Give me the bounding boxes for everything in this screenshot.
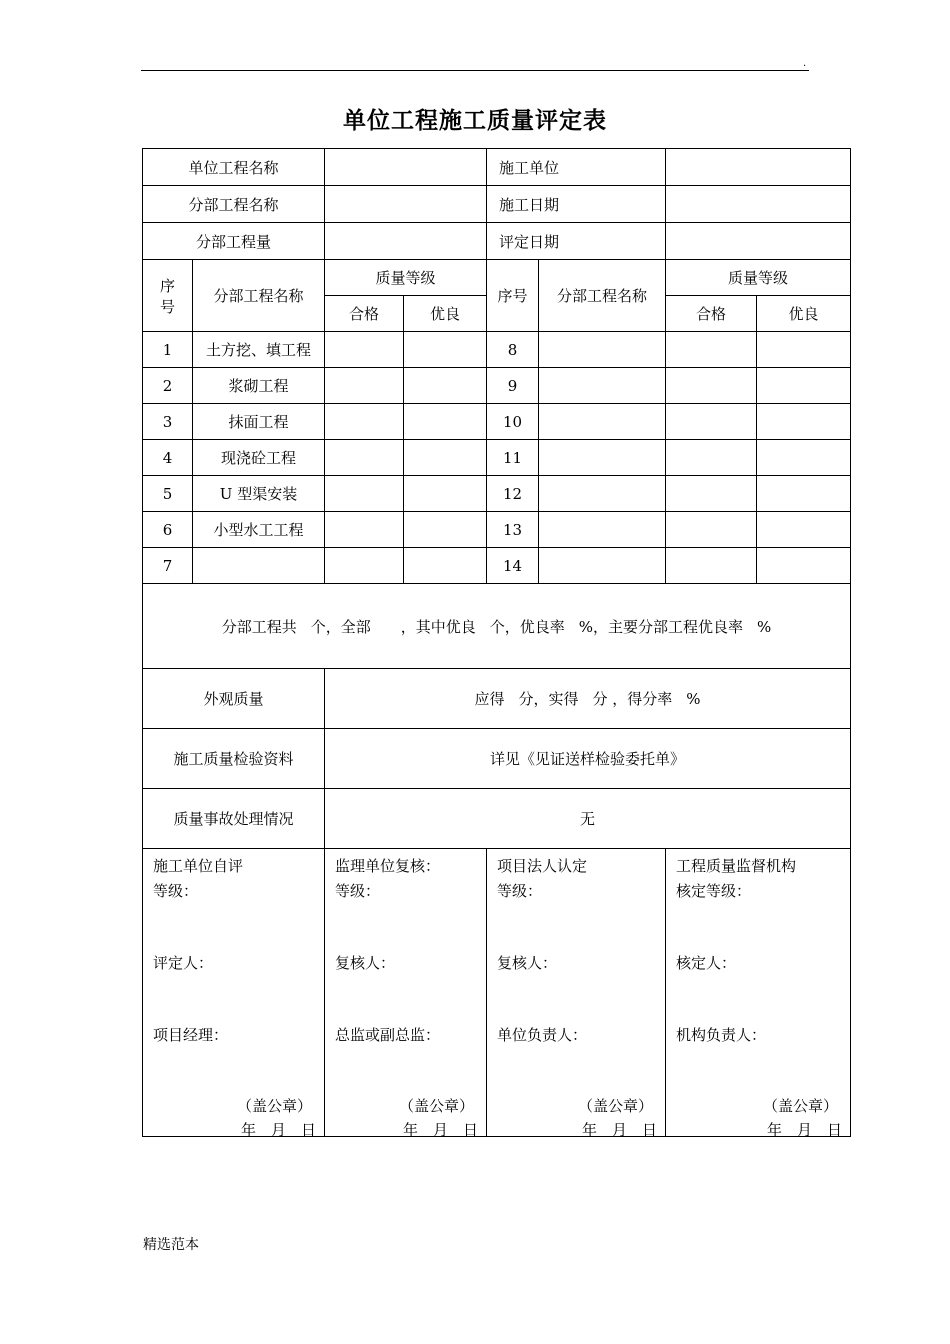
row-name[interactable] <box>193 548 325 584</box>
accident-value: 无 <box>325 789 851 849</box>
pass-cell[interactable] <box>325 368 404 404</box>
signature-manager: 项目经理： <box>153 1026 229 1044</box>
pass-cell[interactable] <box>666 404 757 440</box>
summary-part-6: % <box>757 617 772 636</box>
pass-cell[interactable] <box>666 332 757 368</box>
signature-manager: 机构负责人： <box>676 1026 767 1044</box>
name-header-left: 分部工程名称 <box>193 260 325 332</box>
row-number: 7 <box>143 548 193 584</box>
pass-cell[interactable] <box>325 548 404 584</box>
evaluation-date-label: 评定日期 <box>487 223 666 260</box>
appearance-part-4: % <box>686 690 701 708</box>
construction-unit-field[interactable] <box>666 149 851 186</box>
row-name: U 型渠安装 <box>193 476 325 512</box>
sub-project-name-field[interactable] <box>325 186 487 223</box>
grade-header-left: 质量等级 <box>325 260 487 296</box>
summary-part-5: %，主要分部工程优良率 <box>578 617 744 636</box>
row-number: 1 <box>143 332 193 368</box>
row-name[interactable] <box>539 548 666 584</box>
pass-cell[interactable] <box>325 476 404 512</box>
unit-project-name-label: 单位工程名称 <box>143 149 325 186</box>
excellent-header-right: 优良 <box>757 296 851 332</box>
excellent-cell[interactable] <box>757 404 851 440</box>
sub-project-quantity-label: 分部工程量 <box>143 223 325 260</box>
construction-date-label: 施工日期 <box>487 186 666 223</box>
seq-header-left <box>143 260 193 332</box>
pass-cell[interactable] <box>666 440 757 476</box>
excellent-cell[interactable] <box>404 476 487 512</box>
signature-heading: 施工单位自评 <box>153 857 244 875</box>
seq-header-top: 序 <box>159 276 175 295</box>
excellent-cell[interactable] <box>404 548 487 584</box>
signature-heading: 监理单位复核： <box>335 857 441 875</box>
unit-project-name-field[interactable] <box>325 149 487 186</box>
summary-cell <box>143 584 851 669</box>
grade-header-right: 质量等级 <box>666 260 851 296</box>
row-number: 4 <box>143 440 193 476</box>
signature-person: 核定人： <box>676 954 737 972</box>
row-name: 现浇砼工程 <box>193 440 325 476</box>
header-mark: . <box>803 58 807 69</box>
excellent-cell[interactable] <box>404 368 487 404</box>
signature-manager: 单位负责人： <box>497 1026 588 1044</box>
row-name: 小型水工工程 <box>193 512 325 548</box>
summary-part-4: 个，优良率 <box>489 617 565 636</box>
appearance-part-3: 分 ，得分率 <box>592 690 673 708</box>
signature-person: 复核人： <box>335 954 396 972</box>
appearance-part-2: 分，实得 <box>518 690 579 708</box>
inspection-value: 详见《见证送样检验委托单》 <box>325 729 851 789</box>
pass-cell[interactable] <box>666 548 757 584</box>
row-name: 浆砌工程 <box>193 368 325 404</box>
row-number: 9 <box>487 368 539 404</box>
pass-cell[interactable] <box>325 440 404 476</box>
excellent-cell[interactable] <box>757 332 851 368</box>
row-number: 11 <box>487 440 539 476</box>
signature-seal: （盖公章） <box>237 1097 313 1115</box>
row-number: 10 <box>487 404 539 440</box>
table-row <box>143 440 851 476</box>
signature-manager: 总监或副总监： <box>335 1026 441 1044</box>
row-number: 13 <box>487 512 539 548</box>
excellent-cell[interactable] <box>757 476 851 512</box>
row-name: 土方挖、填工程 <box>193 332 325 368</box>
pass-header-left: 合格 <box>325 296 404 332</box>
excellent-header-left: 优良 <box>404 296 487 332</box>
excellent-cell[interactable] <box>757 368 851 404</box>
excellent-cell[interactable] <box>404 404 487 440</box>
seq-header-bottom: 号 <box>159 297 175 316</box>
signature-grade: 等级： <box>497 882 543 900</box>
row-number: 12 <box>487 476 539 512</box>
row-number: 2 <box>143 368 193 404</box>
signature-construction-unit <box>143 849 325 1137</box>
table-row <box>143 476 851 512</box>
signature-date: 年 月 日 <box>767 1121 843 1139</box>
signature-seal: （盖公章） <box>763 1097 839 1115</box>
pass-cell[interactable] <box>325 404 404 440</box>
appearance-label: 外观质量 <box>143 669 325 729</box>
pass-cell[interactable] <box>666 512 757 548</box>
quality-evaluation-table <box>142 148 851 1137</box>
pass-cell[interactable] <box>666 476 757 512</box>
excellent-cell[interactable] <box>757 440 851 476</box>
accident-label: 质量事故处理情况 <box>143 789 325 849</box>
signature-project-legal-person <box>487 849 666 1137</box>
table-row <box>143 368 851 404</box>
signature-seal: （盖公章） <box>399 1097 475 1115</box>
row-name: 抹面工程 <box>193 404 325 440</box>
appearance-part-1: 应得 <box>474 690 505 708</box>
inspection-label: 施工质量检验资料 <box>143 729 325 789</box>
pass-header-right: 合格 <box>666 296 757 332</box>
seq-header-right: 序号 <box>487 260 539 332</box>
row-name[interactable] <box>539 440 666 476</box>
summary-part-1: 分部工程共 <box>221 617 297 636</box>
summary-part-2: 个，全部 <box>310 617 371 636</box>
header-rule <box>141 70 809 71</box>
footer-text: 精选范本 <box>143 1237 199 1253</box>
pass-cell[interactable] <box>666 368 757 404</box>
row-name[interactable] <box>539 476 666 512</box>
signature-grade: 等级： <box>335 882 381 900</box>
construction-date-field[interactable] <box>666 186 851 223</box>
excellent-cell[interactable] <box>757 548 851 584</box>
excellent-cell[interactable] <box>404 440 487 476</box>
signature-grade: 核定等级： <box>676 882 752 900</box>
sub-project-quantity-field[interactable] <box>325 223 487 260</box>
row-number: 6 <box>143 512 193 548</box>
pass-cell[interactable] <box>325 512 404 548</box>
signature-grade: 等级： <box>153 882 199 900</box>
signature-seal: （盖公章） <box>578 1097 654 1115</box>
table-row <box>143 548 851 584</box>
table-row <box>143 512 851 548</box>
signature-quality-supervision-agency <box>666 849 851 1137</box>
signature-supervision-unit <box>325 849 487 1137</box>
evaluation-date-field[interactable] <box>666 223 851 260</box>
row-number: 14 <box>487 548 539 584</box>
signature-date: 年 月 日 <box>403 1121 479 1139</box>
sub-project-name-label: 分部工程名称 <box>143 186 325 223</box>
name-header-right: 分部工程名称 <box>539 260 666 332</box>
excellent-cell[interactable] <box>404 332 487 368</box>
row-name[interactable] <box>539 512 666 548</box>
signature-heading: 项目法人认定 <box>497 857 588 875</box>
appearance-value <box>325 669 851 729</box>
summary-part-3: ，其中优良 <box>400 617 476 636</box>
row-number: 3 <box>143 404 193 440</box>
pass-cell[interactable] <box>325 332 404 368</box>
page-title: 单位工程施工质量评定表 <box>343 108 607 134</box>
signature-person: 评定人： <box>153 954 214 972</box>
excellent-cell[interactable] <box>404 512 487 548</box>
signature-person: 复核人： <box>497 954 558 972</box>
row-number: 5 <box>143 476 193 512</box>
excellent-cell[interactable] <box>757 512 851 548</box>
row-number: 8 <box>487 332 539 368</box>
table-row <box>143 404 851 440</box>
signature-date: 年 月 日 <box>582 1121 658 1139</box>
table-row <box>143 332 851 368</box>
row-name[interactable] <box>539 404 666 440</box>
signature-date: 年 月 日 <box>241 1121 317 1139</box>
signature-heading: 工程质量监督机构 <box>676 857 797 875</box>
construction-unit-label: 施工单位 <box>487 149 666 186</box>
row-name[interactable] <box>539 332 666 368</box>
row-name[interactable] <box>539 368 666 404</box>
